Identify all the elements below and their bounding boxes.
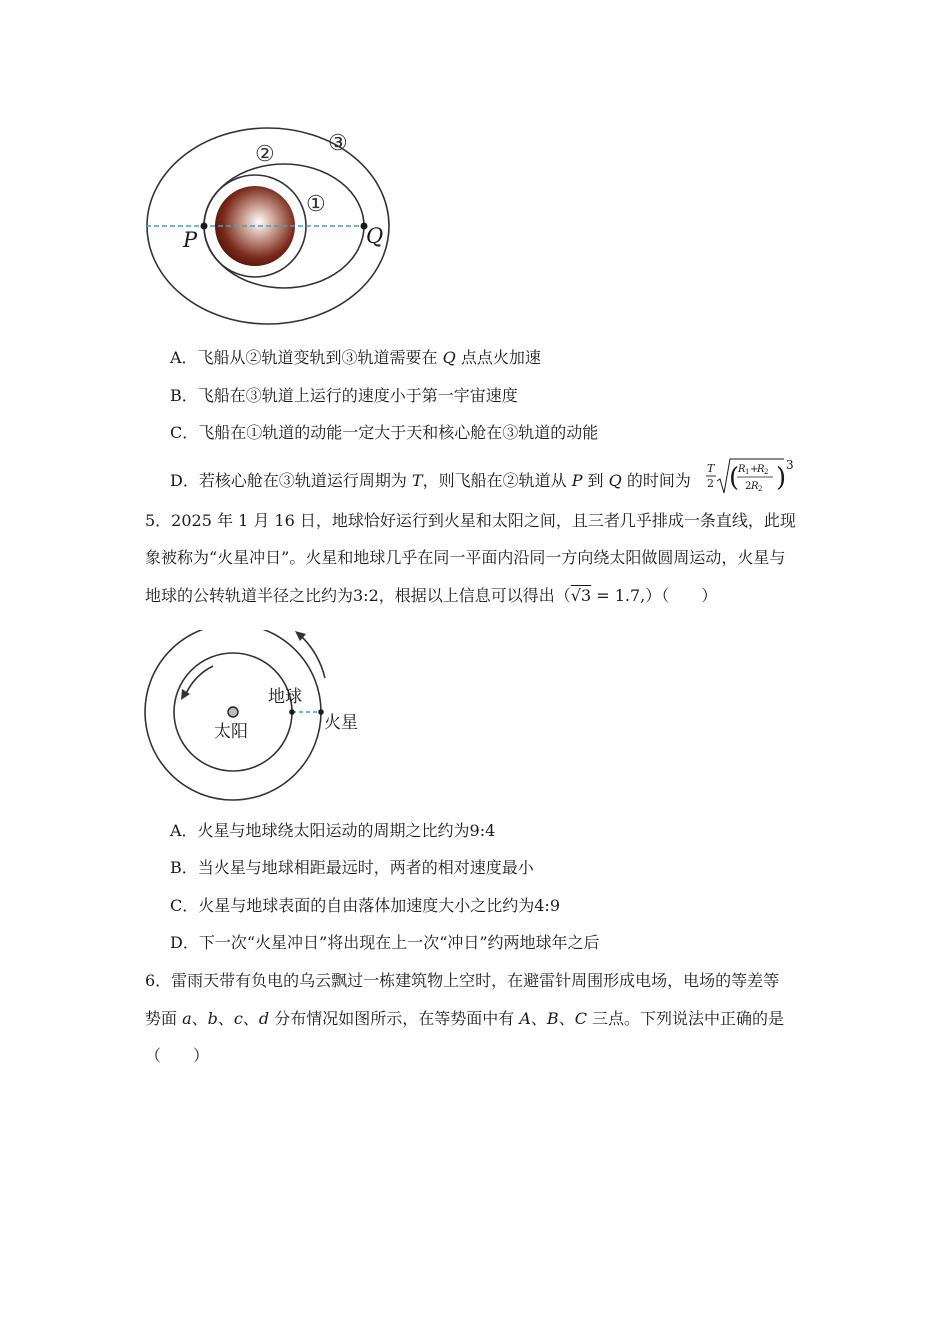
q4-option-b: B．飞船在③轨道上运行的速度小于第一宇宙速度 [170, 386, 518, 405]
q6-point-b: B [546, 1009, 559, 1028]
q5-sqrt: √3 [570, 586, 592, 605]
q6-sep-3: 、 [242, 1009, 259, 1028]
q6-line-2-mid: 分布情况如图所示，在等势面中有 [269, 1009, 520, 1028]
formula-frac-den: 2 [707, 477, 714, 490]
q6-var-d: d [258, 1009, 270, 1028]
point-p [201, 223, 208, 230]
q6-sep-4: 、 [530, 1009, 547, 1028]
earth-direction-arrow [185, 666, 213, 696]
label-point-p: P [183, 228, 198, 252]
q5-option-d: D．下一次“火星冲日”将出现在上一次“冲日”约两地球年之后 [170, 933, 600, 952]
formula-den-r: R [751, 481, 759, 492]
formula-plus: + [750, 464, 759, 475]
formula-power: 3 [786, 458, 794, 472]
q6-line-3: （ ） [145, 1046, 210, 1065]
formula-den-sub: 2 [758, 485, 763, 493]
q5-line-3-suffix: ）（ ） [645, 586, 718, 605]
q5-line-1: 5．2025 年 1 月 16 日，地球恰好运行到火星和太阳之间，且三者几乎排成一条直线，此现 [145, 511, 796, 530]
q4-option-a-var: Q [442, 348, 456, 367]
q6-sep-1: 、 [191, 1009, 208, 1028]
q4-option-d-var-p: P [571, 471, 583, 490]
label-mars: 火星 [324, 713, 358, 733]
formula-r2: R [757, 464, 765, 475]
q5-eq: = 1.7, [591, 586, 646, 605]
label-earth: 地球 [268, 687, 302, 707]
label-point-q: Q [366, 224, 384, 248]
formula-sub1: 1 [745, 468, 750, 476]
q4-option-a-prefix: A．飞船从②轨道变轨到③轨道需要在 [170, 348, 443, 367]
q4-option-a-suffix: 点点火加速 [455, 348, 541, 367]
q6-sep-2: 、 [217, 1009, 234, 1028]
q6-line-2 [145, 1009, 784, 1029]
q6-line-2-suffix: 三点。下列说法中正确的是 [586, 1009, 785, 1028]
svg-text:): ) [776, 463, 787, 493]
q6-line-2-prefix: 势面 [145, 1009, 183, 1028]
q6-point-c: C [574, 1009, 587, 1028]
q4-option-d-var-q: Q [608, 471, 622, 490]
q4-option-d-prefix: D．若核心舱在③轨道运行周期为 [170, 471, 412, 490]
q4-option-d-formula [704, 457, 800, 499]
formula-r1: R [738, 464, 746, 475]
label-orbit-1: ① [306, 192, 326, 217]
q5-line-3 [145, 586, 717, 606]
q6-line-1: 6．雷雨天带有负电的乌云飘过一栋建筑物上空时，在避雷针周围形成电场，电场的等差等 [145, 971, 780, 990]
q6-sep-5: 、 [558, 1009, 575, 1028]
q6-var-a: a [182, 1009, 192, 1028]
orbit-figure [140, 125, 400, 340]
label-orbit-2: ② [255, 142, 275, 167]
solar-figure [140, 630, 380, 805]
formula-sub2: 2 [764, 468, 769, 476]
mars-dot [318, 709, 324, 715]
q4-option-a [170, 348, 541, 368]
formula-den-coef: 2 [745, 481, 752, 492]
label-sun: 太阳 [214, 722, 248, 742]
svg-text:(: ( [729, 463, 740, 493]
q5-option-b: B．当火星与地球相距最远时，两者的相对速度最小 [170, 858, 534, 877]
mars-direction-arrow [300, 635, 325, 678]
formula-frac-num: T [707, 462, 715, 475]
q6-var-b: b [207, 1009, 218, 1028]
q5-line-2: 象被称为“火星冲日”。火星和地球几乎在同一平面内沿同一方向绕太阳做圆周运动，火星与 [145, 548, 786, 567]
q6-point-a: A [519, 1009, 531, 1028]
q5-line-3-prefix: 地球的公转轨道半径之比约为3:2，根据以上信息可以得出（ [145, 586, 571, 605]
earth-dot [289, 709, 295, 715]
q4-option-c: C．飞船在①轨道的动能一定大于天和核心舱在③轨道的动能 [170, 423, 599, 442]
q4-option-d-suffix: 的时间为 [621, 471, 691, 490]
q4-option-d-var-t: T [411, 471, 423, 490]
q4-option-d-mid1: ，则飞船在②轨道从 [422, 471, 572, 490]
q5-option-a: A．火星与地球绕太阳运动的周期之比约为9:4 [170, 821, 496, 840]
q5-option-c: C．火星与地球表面的自由落体加速度大小之比约为4:9 [170, 896, 560, 915]
label-orbit-3: ③ [328, 131, 348, 156]
q4-option-d-mid2: 到 [582, 471, 609, 490]
sun-dot [228, 707, 238, 717]
q4-option-d [170, 471, 691, 491]
q6-var-c: c [233, 1009, 243, 1028]
